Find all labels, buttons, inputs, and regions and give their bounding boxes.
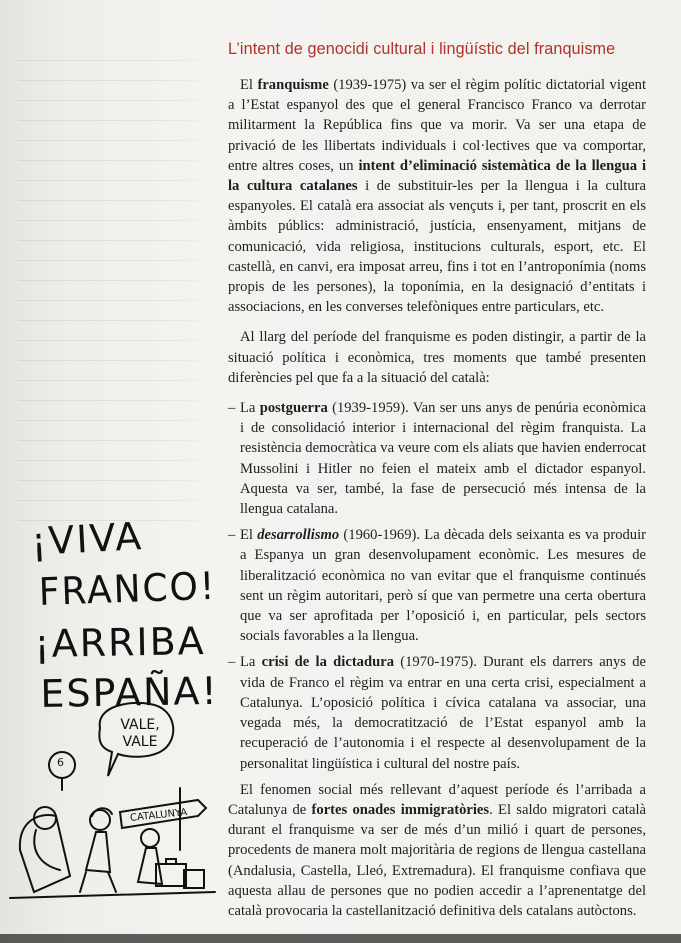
section-title: L’intent de genocidi cultural i lingüístic del franquisme: [228, 40, 616, 58]
intro-text-2: (1939-1975) va ser el règim polític dictatorial vigent a l’Estat espanyol des que el general Francisco Franco va derrotar militarment la República fins que va morir. Va ser una etapa de privació de les llibertats individuals i col·lectives que va comportar, entre altres coses, un: [228, 77, 646, 174]
signpost-text: CATALUNYA: [129, 807, 188, 824]
period-text: (1970-1975). Durant els darrers anys de vida de Franco el règim va entrar en una certa crisi, especialment a Catalunya. L’oposició política i cívica catalana va associar, una vegada més, la democratització de l’Estat espanyol amb la recuperació de l’autonomia i el respecte al desenvolupament de la personalitat lingüística i cultural del nostre país.: [240, 654, 647, 772]
clock-number: 6: [57, 756, 64, 769]
intro-bold-2: intent d’eliminació sistemàtica de la llengua i la cultura catalanes: [228, 157, 646, 195]
intro-paragraph: [228, 75, 646, 317]
period-item-desarrollismo: [228, 525, 646, 646]
list-dash: –: [228, 400, 236, 417]
list-dash: –: [228, 527, 236, 544]
list-dash: –: [228, 654, 236, 671]
period-article: La: [240, 654, 262, 671]
period-name: postguerra: [259, 400, 328, 417]
period-name: crisi de la dictadura: [261, 654, 394, 671]
slogan-line-1: ¡VIVA: [30, 514, 145, 564]
period-name: desarrollismo: [257, 527, 340, 544]
slogan-line-4: ESPAÑA!: [40, 668, 220, 716]
immigration-text-1: El fenomen social més rellevant d’aquest període és l’arribada a Catalunya de: [228, 781, 646, 818]
period-article: El: [240, 527, 258, 544]
intro-text-1: El: [240, 77, 258, 93]
intro-bold-1: franquisme: [257, 77, 329, 93]
periods-intro-paragraph: Al llarg del període del franquisme es poden distingir, a partir de la situació política i econòmica, tres moments que també presenten diferències pel que fa a la situació del català:: [228, 329, 646, 386]
period-item-crisi: [228, 652, 646, 773]
article: [228, 40, 646, 921]
speech-bubble-text: VALE, VALE: [120, 717, 160, 750]
immigration-text-2: . El saldo migratori català durant el franquisme va ser de més d’un milió i quart de persones, procedents de manera molt majoritària de regions de llengua castellana (Andalusia, Castella, Lleó, Extremadura). El franquisme confiava que aquesta allau de persones que no podien accedir a l’aprenentatge del català provocaria la castellanització definitiva dels catalans autòctons.: [228, 801, 646, 919]
periods-list: [228, 398, 646, 774]
character-head-1: [34, 807, 56, 829]
period-text: (1960-1969). La dècada dels seixanta es va produir a Espanya un gran desenvolupament econòmic. Les mesures de liberalització econòmica no van evitar que el franquisme continués sent un règim autoritari, però sí que van permetre una certa obertura que va ser aprofitada per l’oposició i, en particular, pels sectors socials favorables a la llengua.: [240, 527, 647, 645]
bleed-through-text: [18, 60, 218, 530]
character-head-3: [141, 829, 159, 847]
cartoon-illustration: [0, 514, 225, 930]
period-text: (1939-1959). Van ser uns anys de penúria econòmica i de consolidació interior i internacional del règim franquista. La resistència democràtica va veure com els aliats que havien enderrocat Mussolini i Hitler no feien el mateix amb el dictador espanyol. Aquesta va ser, també, la fase de persecució més intensa de la llengua catalana.: [240, 400, 646, 518]
immigration-paragraph: [228, 780, 646, 921]
slogan-line-2: FRANCO!: [38, 563, 217, 614]
immigration-bold: fortes onades immigratòries: [311, 801, 490, 818]
slogan-line-3: ¡ARRIBA: [34, 619, 207, 666]
period-item-postguerra: [228, 398, 646, 519]
bottom-edge-shadow: [0, 934, 681, 943]
intro-text-3: i de substituir-les per la llengua i la cultura espanyoles. El català era associat als vençuts i, per tant, proscrit en els àmbits públics: administració, justícia, ensenyament, mitjans de comunicació, vida religiosa, institucions culturals, esport, etc. El castellà, en canvi, era imposat arreu, fins i tot en l’antroponímia (noms propis de les persones), la toponímia, en la designació d’entitats i associacions, en les converses telefòniques entre particulars, etc.: [228, 178, 646, 316]
armchair: [20, 815, 70, 892]
period-article: La: [240, 400, 260, 417]
